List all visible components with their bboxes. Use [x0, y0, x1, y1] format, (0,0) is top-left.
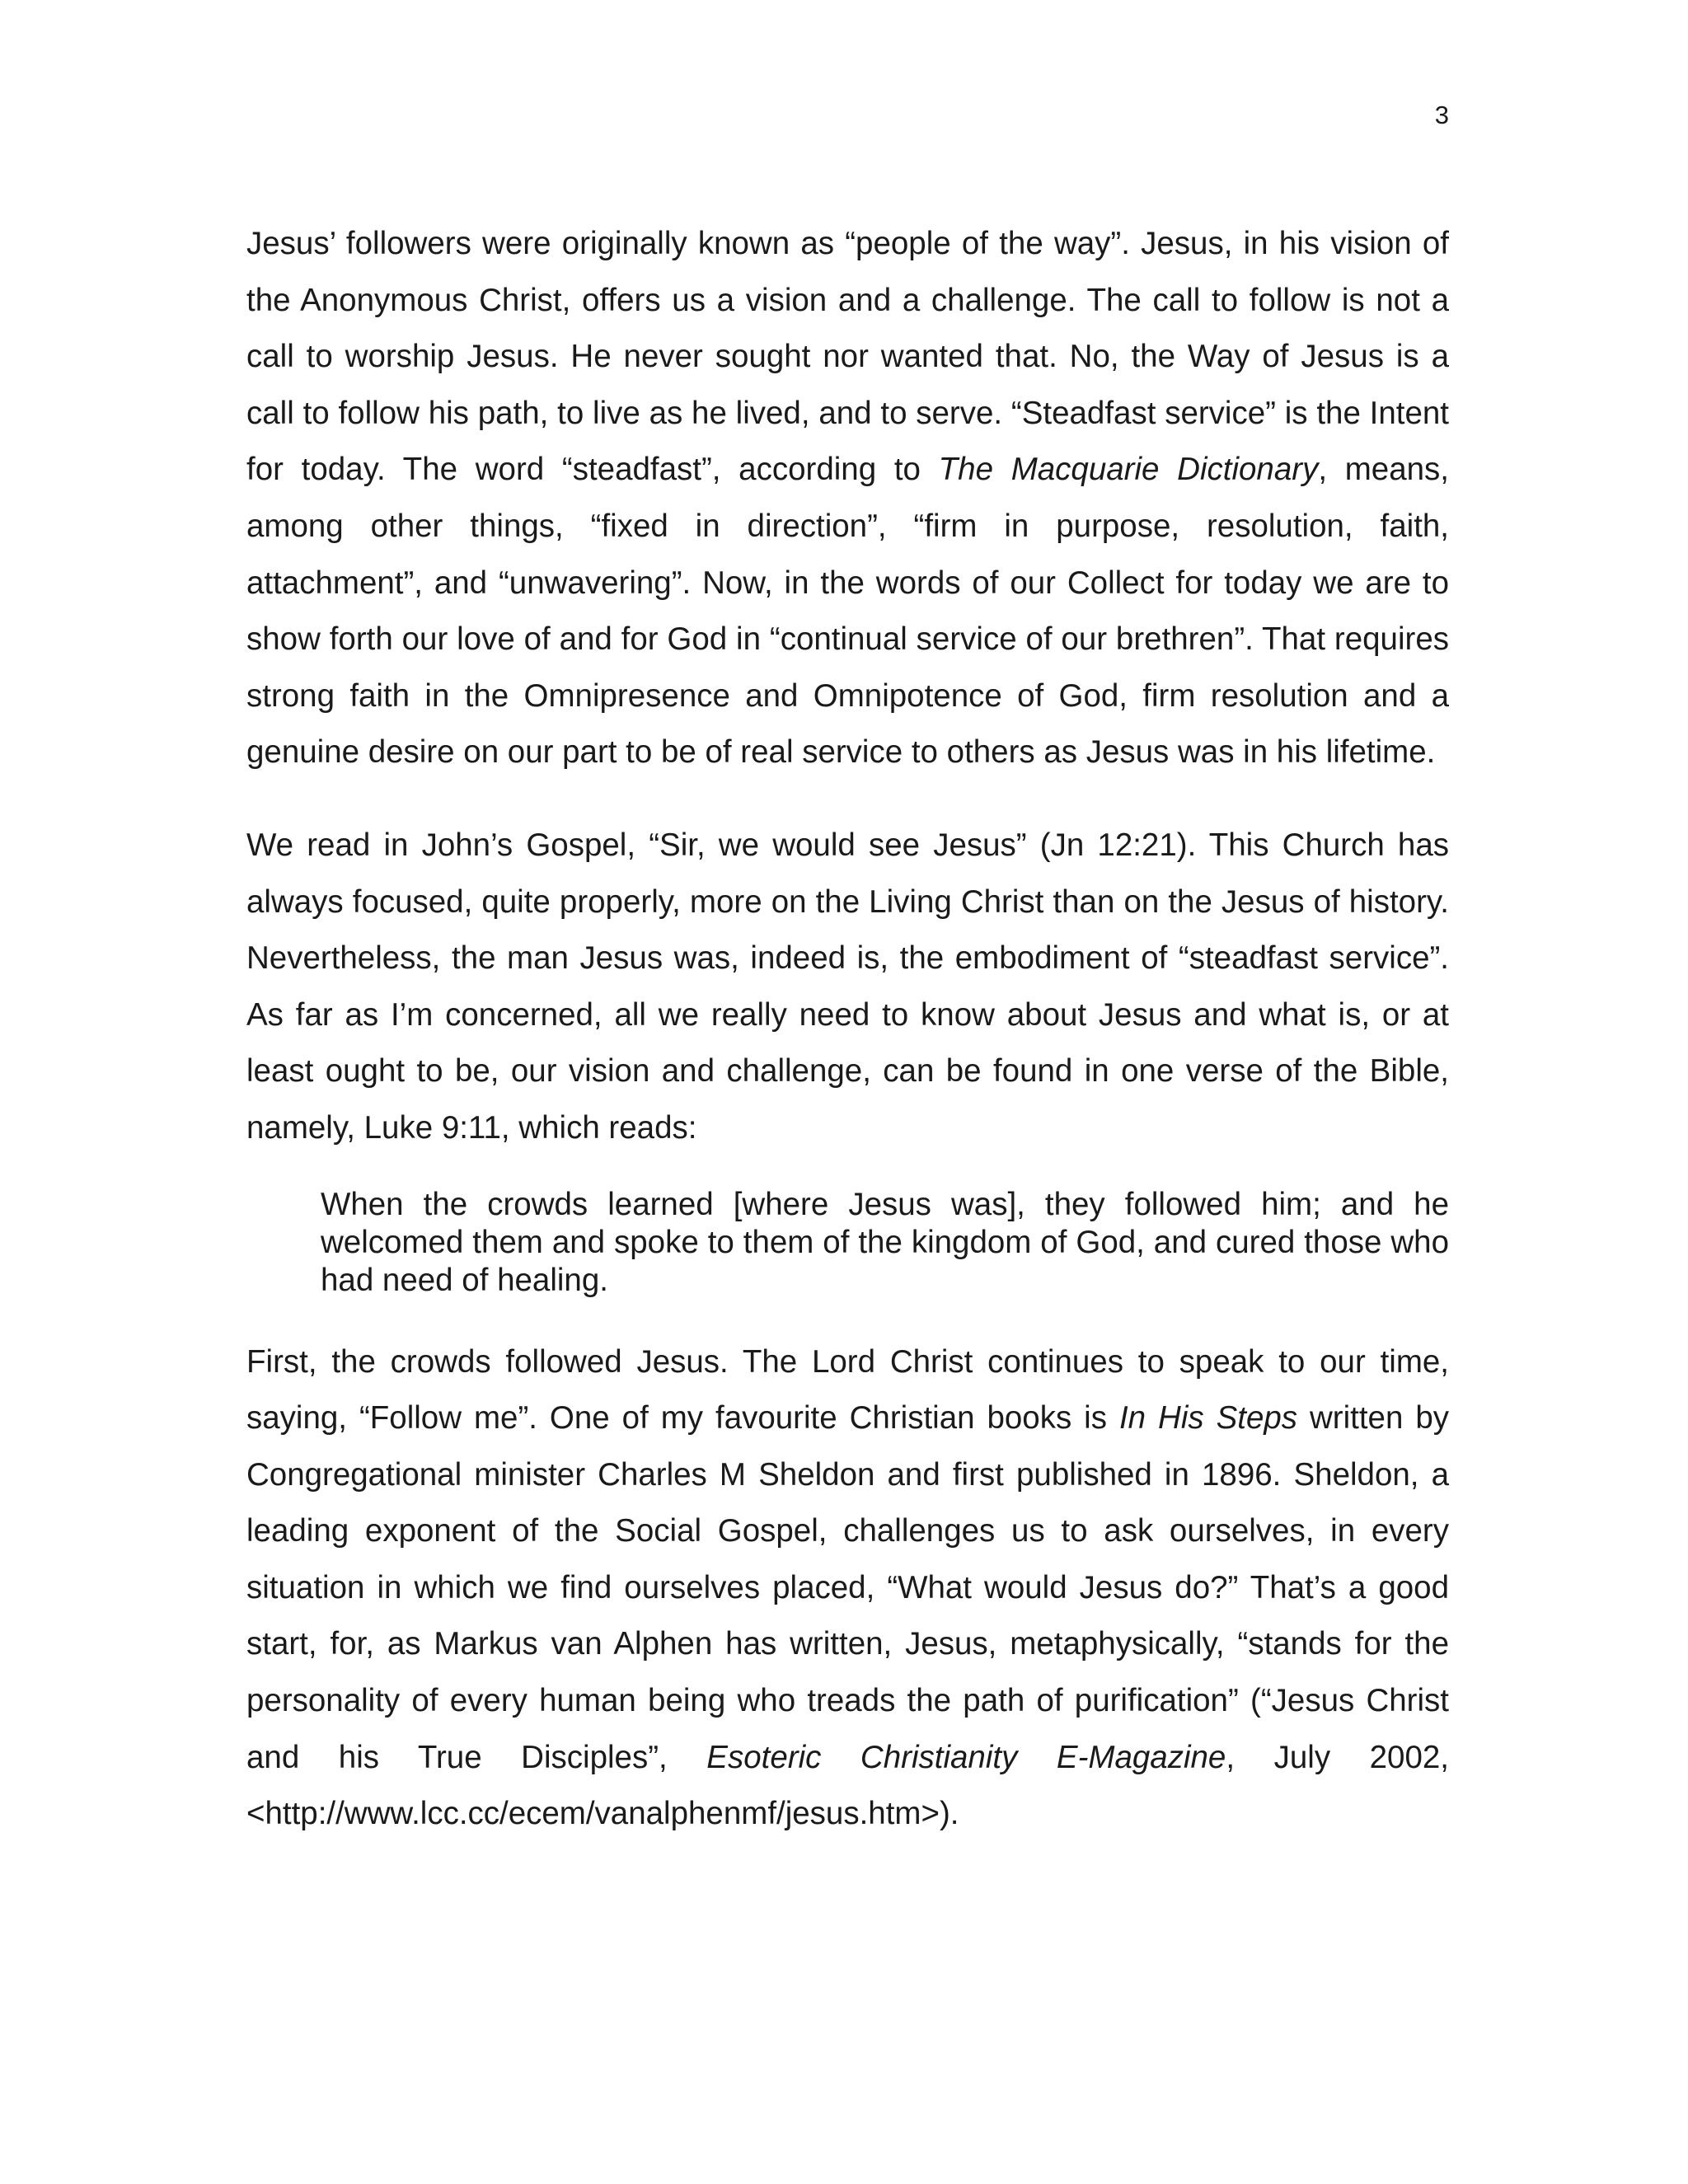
document-body: [246, 216, 1449, 1843]
paragraph-text: , means, among other things, “fixed in direction”, “firm in purpose, resolution, faith, attachment”, and “unwavering”. Now, in the words of our Collect for today we are to show forth our love of and for God in “continual service of our brethren”. That requires strong faith in the Omnipresence and Omnipotence of God, firm resolution and a genuine desire on our part to be of real service to others as Jesus was in his lifetime.: [246, 452, 1449, 771]
magazine-title: Esoteric Christianity E-Magazine: [706, 1739, 1226, 1775]
paragraph-people-of-the-way: [246, 216, 1449, 781]
paragraph-text: First, the crowds followed Jesus. The Lord Christ continues to speak to our time, saying, “Follow me”. One of my favourite Christian books is: [246, 1343, 1449, 1436]
paragraph-text: written by Congregational minister Charles M Sheldon and first published in 1896. Sheldon, a leading exponent of the Social Gospel, challenges us to ask ourselves, in every situation in which we find ourselves placed, “What would Jesus do?” That’s a good start, for, as Markus van Alphen has written, Jesus, metaphysically, “stands for the personality of every human being who treads the path of purification” (“Jesus Christ and his True Disciples”,: [246, 1400, 1450, 1775]
quote-text: When the crowds learned [where Jesus was], they followed him; and he welcomed them and spoke to them of the kingdom of God, and cured those who had need of healing.: [321, 1186, 1449, 1298]
book-title: The Macquarie Dictionary: [938, 452, 1319, 488]
paragraph-text: , July 2002, <http://www.lcc.cc/ecem/vanalphenmf/jesus.htm>).: [246, 1739, 1449, 1832]
block-quote-luke: [321, 1186, 1449, 1300]
paragraph-text: We read in John’s Gospel, “Sir, we would see Jesus” (Jn 12:21). This Church has always focused, quite properly, more on the Living Christ than on the Jesus of history. Nevertheless, the man Jesus was, indeed is, the embodiment of “steadfast service”. As far as I’m concerned, all we really need to know about Jesus and what is, or at least ought to be, our vision and challenge, can be found in one verse of the Bible, namely, Luke 9:11, which reads:: [246, 827, 1449, 1146]
paragraph-crowds-followed: [246, 1334, 1449, 1843]
paragraph-text: Jesus’ followers were originally known as “people of the way”. Jesus, in his vision of the Anonymous Christ, offers us a vision and a challenge. The call to follow is not a call to worship Jesus. He never sought nor wanted that. No, the Way of Jesus is a call to follow his path, to live as he lived, and to serve. “Steadfast service” is the Intent for today. The word “steadfast”, according to: [246, 226, 1449, 488]
book-title: In His Steps: [1118, 1400, 1298, 1436]
page-number: 3: [1434, 101, 1449, 129]
paragraph-johns-gospel: [246, 818, 1449, 1157]
